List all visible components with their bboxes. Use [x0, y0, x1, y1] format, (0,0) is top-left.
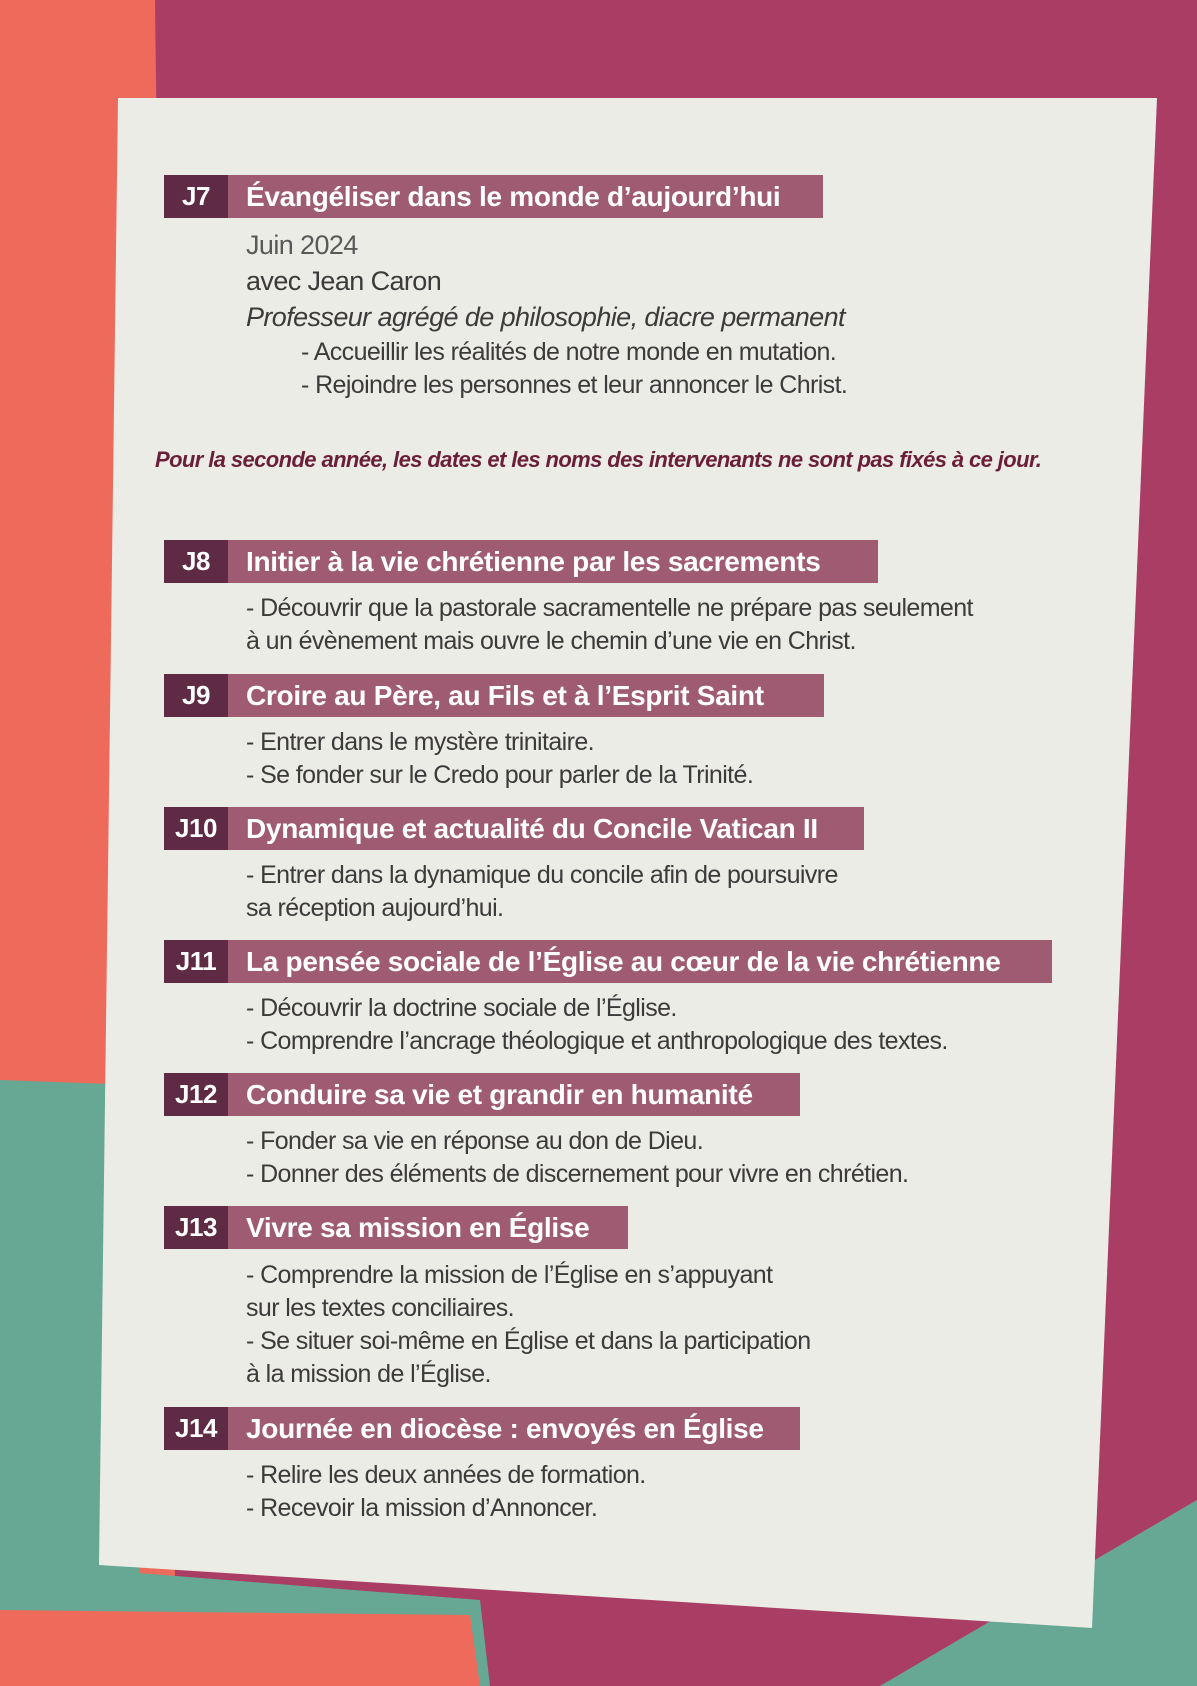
session-line: sa réception aujourd’hui.: [246, 894, 504, 922]
session-line: - Se fonder sur le Credo pour parler de la Trinité.: [246, 761, 754, 789]
session-line: sur les textes conciliaires.: [246, 1294, 515, 1322]
session-title: Journée en diocèse : envoyés en Église: [228, 1407, 800, 1450]
session-line: - Entrer dans le mystère trinitaire.: [246, 728, 594, 756]
session-code: J8: [164, 540, 228, 583]
session-line: - Donner des éléments de discernement pour vivre en chrétien.: [246, 1160, 909, 1188]
session-code: J11: [164, 940, 228, 983]
session-line: à un évènement mais ouvre le chemin d’une vie en Christ.: [246, 627, 856, 655]
session-line: - Se situer soi-même en Église et dans la participation: [246, 1327, 811, 1355]
session-line: - Comprendre l’ancrage théologique et anthropologique des textes.: [246, 1027, 948, 1055]
session-header-j9: [164, 674, 824, 717]
session-header-j7: [164, 175, 823, 218]
session-line: - Découvrir que la pastorale sacramentelle ne prépare pas seulement: [246, 594, 973, 622]
session-header-j10: [164, 807, 864, 850]
session-line: à la mission de l’Église.: [246, 1360, 491, 1388]
session-line: - Relire les deux années de formation.: [246, 1461, 646, 1489]
session-code: J9: [164, 674, 228, 717]
session-header-j14: [164, 1407, 800, 1450]
notice-text: Pour la seconde année, les dates et les noms des intervenants ne sont pas fixés à ce jour.: [155, 447, 1042, 472]
session-header-j8: [164, 540, 878, 583]
session-date: Juin 2024: [246, 230, 358, 260]
session-header-j13: [164, 1206, 628, 1249]
session-line: - Entrer dans la dynamique du concile afin de poursuivre: [246, 861, 838, 889]
session-title: Initier à la vie chrétienne par les sacrements: [228, 540, 878, 583]
session-title: La pensée sociale de l’Église au cœur de la vie chrétienne: [228, 940, 1052, 983]
session-title: Croire au Père, au Fils et à l’Esprit Saint: [228, 674, 824, 717]
session-header-j11: [164, 940, 1052, 983]
session-line: - Découvrir la doctrine sociale de l’Église.: [246, 994, 677, 1022]
session-speaker: avec Jean Caron: [246, 266, 442, 296]
session-line: - Comprendre la mission de l’Église en s’appuyant: [246, 1261, 773, 1289]
session-point: - Rejoindre les personnes et leur annoncer le Christ.: [301, 371, 848, 399]
session-line: - Recevoir la mission d’Annoncer.: [246, 1494, 598, 1522]
session-point: - Accueillir les réalités de notre monde en mutation.: [301, 338, 837, 366]
session-code: J13: [164, 1206, 228, 1249]
session-code: J10: [164, 807, 228, 850]
session-header-j12: [164, 1073, 800, 1116]
session-title: Conduire sa vie et grandir en humanité: [228, 1073, 800, 1116]
session-title: Évangéliser dans le monde d’aujourd’hui: [228, 175, 823, 218]
session-title: Vivre sa mission en Église: [228, 1206, 628, 1249]
session-code: J7: [164, 175, 228, 218]
session-title: Dynamique et actualité du Concile Vatican II: [228, 807, 864, 850]
session-line: - Fonder sa vie en réponse au don de Dieu.: [246, 1127, 704, 1155]
session-code: J12: [164, 1073, 228, 1116]
session-code: J14: [164, 1407, 228, 1450]
speaker-role: Professeur agrégé de philosophie, diacre permanent: [246, 302, 845, 332]
